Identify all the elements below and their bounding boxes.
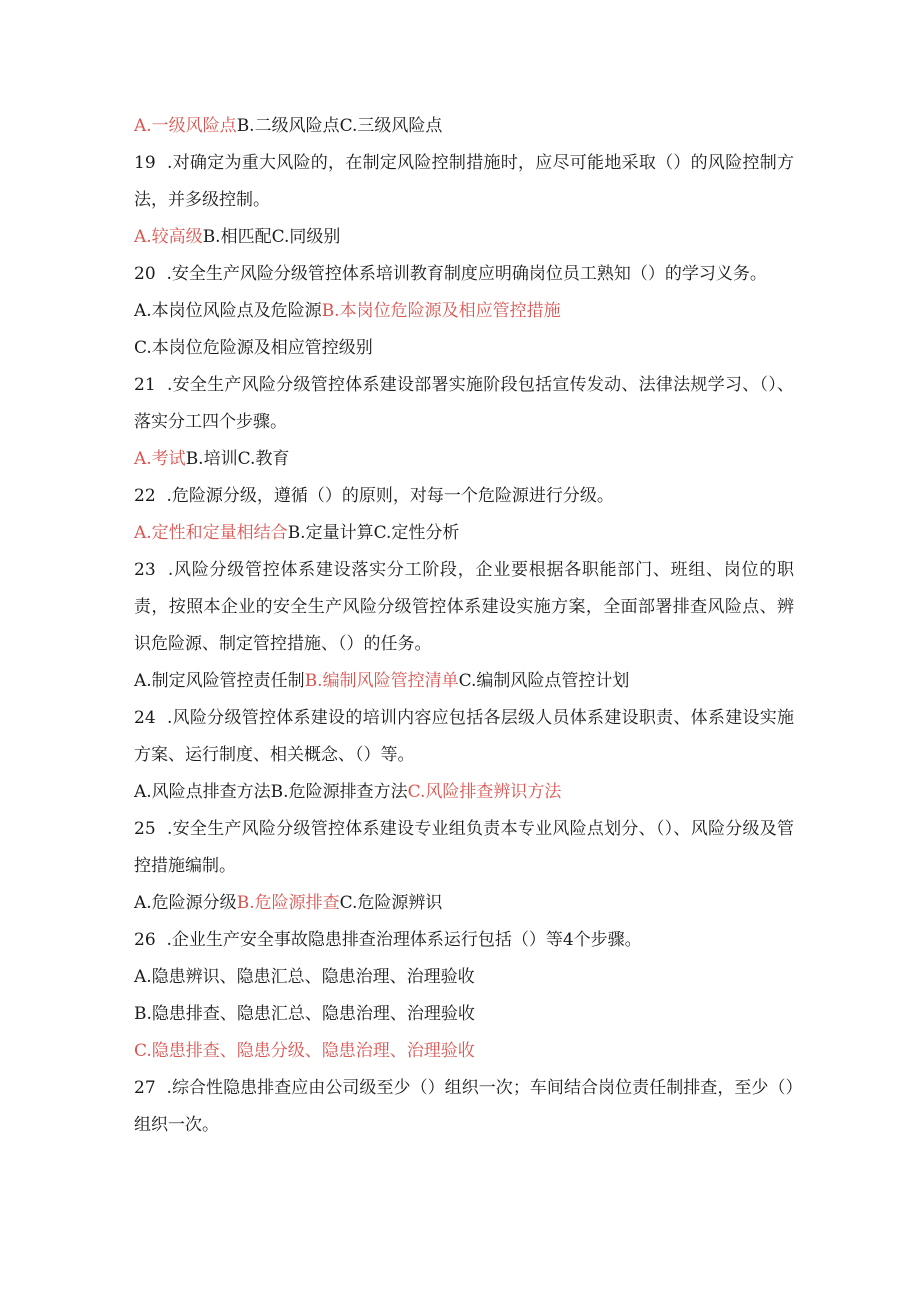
option-text: B.相匹配C.同级别 xyxy=(202,227,341,247)
option-text: 26 .企业生产安全事故隐患排查治理体系运行包括（）等4个步骤。 xyxy=(134,930,642,950)
correct-answer: A.考试 xyxy=(134,449,186,469)
answer-options xyxy=(134,1033,794,1070)
option-text: B.定量计算C.定性分析 xyxy=(287,523,460,543)
answer-options xyxy=(134,108,794,145)
answer-options xyxy=(134,959,794,996)
option-text: 23 .风险分级管控体系建设落实分工阶段，企业要根据各职能部门、班组、岗位的职责，按照本企业的安全生产风险分级管控体系建设实施方案，全面部署排查风险点、辨识危险源、制定管控措施、（）的任务。 xyxy=(134,560,794,654)
option-text: A.本岗位风险点及危险源 xyxy=(134,301,322,321)
correct-answer: A.较高级 xyxy=(134,227,203,247)
option-text: 20 .安全生产风险分级管控体系培训教育制度应明确岗位员工熟知（）的学习义务。 xyxy=(134,264,767,284)
option-text: C.危险源辨识 xyxy=(339,893,443,913)
answer-options xyxy=(134,219,794,256)
option-text: B.隐患排查、隐患汇总、隐患治理、治理验收 xyxy=(134,1004,475,1024)
option-text: A.风险点排查方法B.危险源排查方法 xyxy=(134,782,408,802)
correct-answer: A.一级风险点 xyxy=(134,116,237,136)
correct-answer: A.定性和定量相结合 xyxy=(134,523,288,543)
option-text: 24 .风险分级管控体系建设的培训内容应包括各层级人员体系建设职责、体系建设实施方案、运行制度、相关概念、（）等。 xyxy=(134,708,794,765)
answer-options xyxy=(134,293,794,330)
question-text xyxy=(134,811,794,885)
question-text xyxy=(134,367,794,441)
answer-options xyxy=(134,515,794,552)
answer-options xyxy=(134,663,794,700)
option-text: C.本岗位危险源及相应管控级别 xyxy=(134,338,373,358)
document-page xyxy=(134,108,794,1144)
question-text xyxy=(134,145,794,219)
option-text: C.编制风险点管控计划 xyxy=(458,671,630,691)
option-text: A.危险源分级 xyxy=(134,893,237,913)
correct-answer: B.本岗位危险源及相应管控措施 xyxy=(321,301,561,321)
question-text xyxy=(134,552,794,663)
question-text xyxy=(134,700,794,774)
option-text: B.二级风险点C.三级风险点 xyxy=(236,116,443,136)
correct-answer: B.危险源排查 xyxy=(236,893,340,913)
option-text: 19 .对确定为重大风险的，在制定风险控制措施时，应尽可能地采取（）的风险控制方法，并多级控制。 xyxy=(134,153,794,210)
option-text: 21 .安全生产风险分级管控体系建设部署实施阶段包括宣传发动、法律法规学习、（）、落实分工四个步骤。 xyxy=(134,375,794,432)
option-text: A.隐患辨识、隐患汇总、隐患治理、治理验收 xyxy=(134,967,475,987)
answer-options xyxy=(134,441,794,478)
correct-answer: C.风险排查辨识方法 xyxy=(407,782,562,802)
option-text: 25 .安全生产风险分级管控体系建设专业组负责本专业风险点划分、（）、风险分级及管控措施编制。 xyxy=(134,819,794,876)
option-text: B.培训C.教育 xyxy=(185,449,290,469)
correct-answer: C.隐患排查、隐患分级、隐患治理、治理验收 xyxy=(134,1041,475,1061)
question-text xyxy=(134,1070,794,1144)
answer-options xyxy=(134,774,794,811)
correct-answer: B.编制风险管控清单 xyxy=(304,671,459,691)
question-text xyxy=(134,478,794,515)
option-text: 27 .综合性隐患排查应由公司级至少（）组织一次；车间结合岗位责任制排查，至少（）组织一次。 xyxy=(134,1078,794,1135)
answer-options xyxy=(134,996,794,1033)
question-text xyxy=(134,922,794,959)
option-text: A.制定风险管控责任制 xyxy=(134,671,305,691)
answer-options xyxy=(134,330,794,367)
option-text: 22 .危险源分级，遵循（）的原则，对每一个危险源进行分级。 xyxy=(134,486,614,506)
answer-options xyxy=(134,885,794,922)
question-text xyxy=(134,256,794,293)
